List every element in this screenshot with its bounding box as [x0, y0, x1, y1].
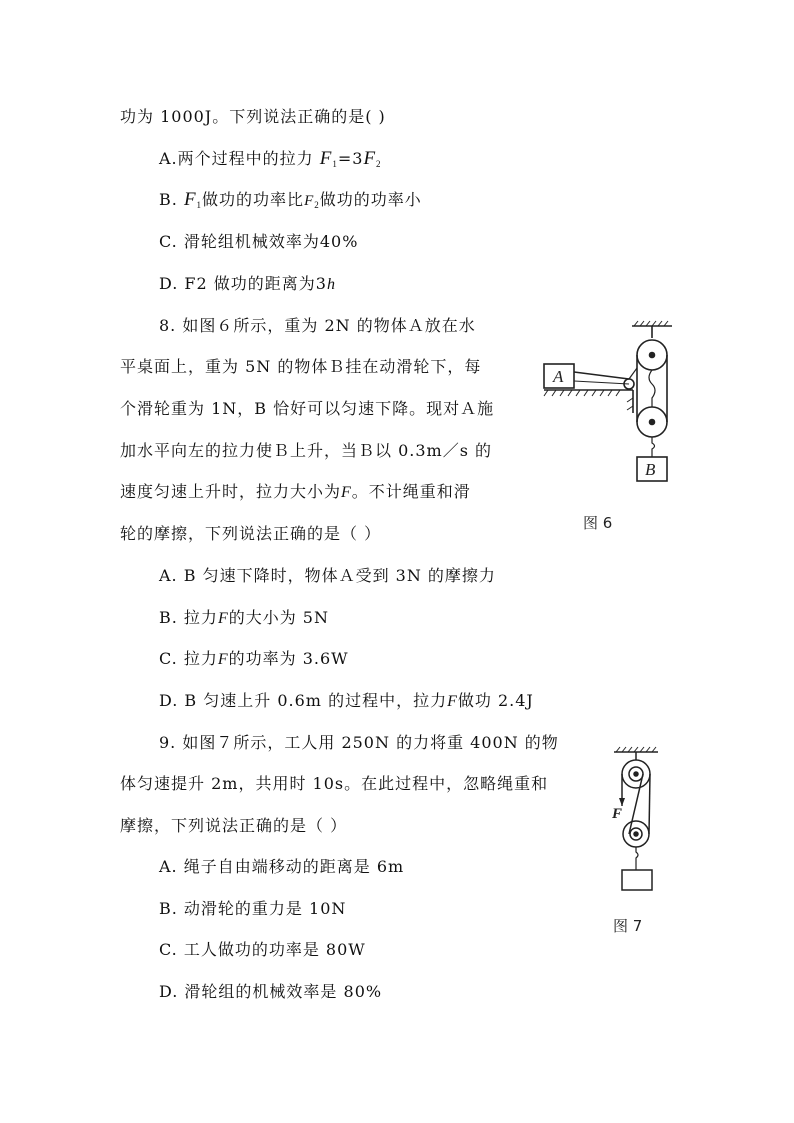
q8-option-d-pre: D. B 匀速上升 0.6m 的过程中，拉力	[159, 691, 448, 710]
q8-option-b-var: F	[217, 610, 229, 627]
q8-option-c-pre: C. 拉力	[159, 649, 218, 668]
label-a: A	[553, 367, 564, 386]
q8-line-2: 平桌面上，重为 5N 的物体Ｂ挂在动滑轮下，每	[120, 357, 482, 376]
q8-line-5-a: 速度匀速上升时，拉力大小为	[120, 482, 342, 501]
q7-option-d-text: D. F2 做功的距离为3	[159, 274, 327, 293]
q7-option-b-mid: 做功的功率比	[202, 190, 305, 209]
q7-option-d	[159, 273, 336, 296]
q9-line-1: 9. 如图７所示，工人用 250N 的力将重 400N 的物	[159, 733, 559, 752]
rope-to-a	[574, 372, 629, 379]
q7-option-b	[159, 189, 422, 216]
q7-option-a-mid: =3	[337, 149, 364, 168]
arrow-down-icon	[619, 798, 625, 806]
q8-line-5-b: 。不计绳重和滑	[351, 482, 471, 501]
figure-7-pulley-diagram	[608, 744, 668, 894]
q9-option-b: B. 动滑轮的重力是 10N	[159, 899, 347, 918]
q9-option-d: D. 滑轮组的机械效率是 80%	[159, 982, 383, 1001]
q8-option-c	[159, 648, 349, 671]
label-f: F	[612, 806, 623, 822]
table-hatch	[544, 390, 620, 396]
q8-line-6: 轮的摩擦，下列说法正确的是（ ）	[120, 524, 382, 543]
q7-option-a-sub-2: 2	[376, 159, 382, 169]
q7-stem-tail: 功为 1000J。下列说法正确的是( )	[120, 107, 386, 126]
q8-line-5	[120, 481, 471, 504]
q8-line-1: 8. 如图６所示，重为 2N 的物体Ａ放在水	[159, 316, 476, 335]
figure-6-caption: 图 6	[583, 514, 613, 532]
q7-option-b-symbol-2: F	[304, 193, 315, 209]
q8-option-c-var: F	[217, 651, 229, 668]
q9-line-2: 体匀速提升 2m，共用时 10s。在此过程中，忽略绳重和	[120, 774, 549, 793]
q8-line-4: 加水平向左的拉力使Ｂ上升，当Ｂ以 0.3m／s 的	[120, 441, 493, 460]
q8-option-b-pre: B. 拉力	[159, 608, 218, 627]
q7-option-a-sub-1: 1	[332, 159, 338, 169]
figure-6-pulley-diagram	[540, 318, 700, 488]
q8-line-5-var: F	[341, 484, 352, 501]
q8-option-d-post: 做功 2.4J	[457, 691, 534, 710]
q8-line-3: 个滑轮重为 1N，B 恰好可以匀速下降。现对Ａ施	[120, 399, 495, 418]
q7-option-b-sub-2: 2	[314, 200, 320, 210]
q8-option-b-post: 的大小为 5N	[228, 608, 329, 627]
q8-option-a: A. B 匀速下降时，物体Ａ受到 3N 的摩擦力	[159, 566, 496, 585]
q9-option-a: A. 绳子自由端移动的距离是 6m	[159, 857, 405, 876]
q7-option-d-var: h	[326, 276, 336, 293]
q9-option-c: C. 工人做功的功率是 80W	[159, 940, 366, 959]
figure-7-caption: 图 7	[613, 917, 643, 935]
q7-option-b-pre: B.	[159, 190, 184, 209]
q7-option-b-sub-1: 1	[196, 200, 203, 210]
q7-option-a-symbol-2: F	[363, 148, 377, 169]
q7-option-a	[159, 148, 382, 175]
q7-option-a-text: A.两个过程中的拉力	[159, 149, 320, 168]
q8-option-c-post: 的功率为 3.6W	[228, 649, 349, 668]
q8-option-b	[159, 607, 329, 630]
label-b: B	[645, 460, 656, 479]
load-block	[622, 870, 652, 890]
q7-option-c: C. 滑轮组机械效率为40%	[159, 232, 359, 251]
q7-option-b-symbol-1: F	[183, 189, 197, 210]
q7-option-b-post: 做功的功率小	[319, 190, 422, 209]
q8-option-d	[159, 690, 534, 713]
q9-line-3: 摩擦，下列说法正确的是（ ）	[120, 816, 348, 835]
q8-option-d-var: F	[447, 693, 458, 710]
q7-option-a-symbol-1: F	[319, 148, 333, 169]
